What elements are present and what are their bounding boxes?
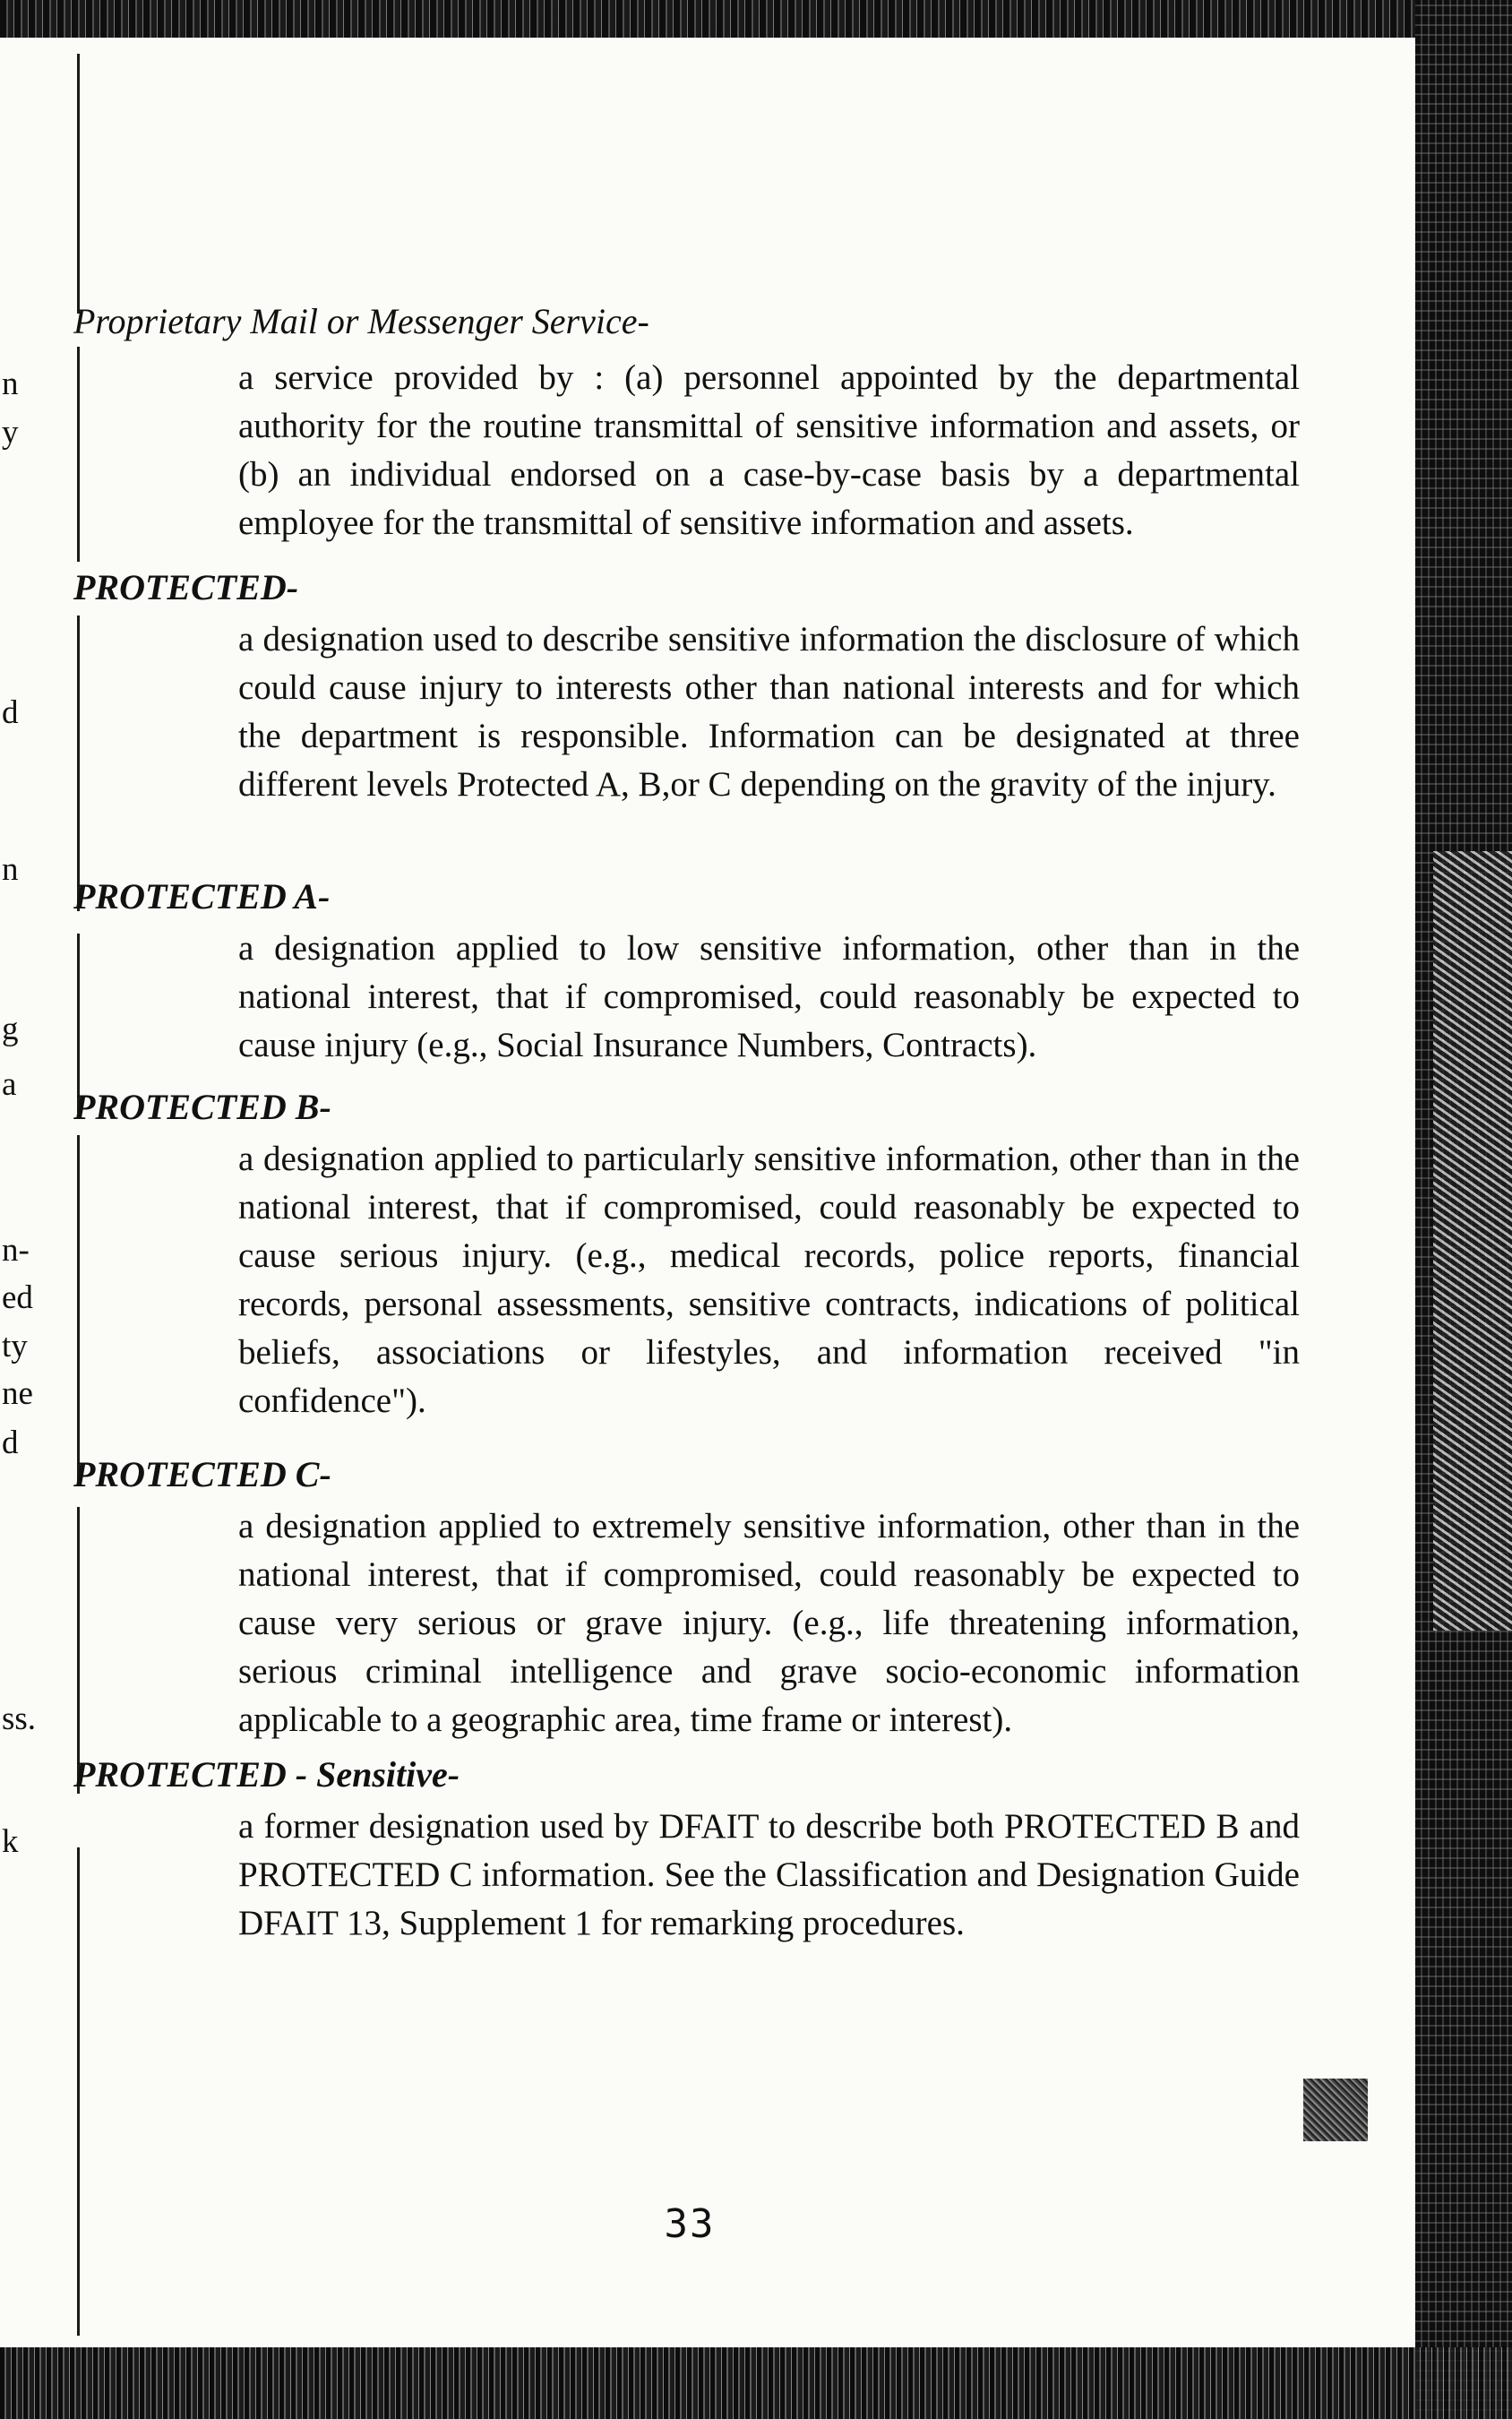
facing-page-fragment: a <box>2 1066 17 1103</box>
scan-bottom-border <box>0 2347 1512 2419</box>
facing-page-fragment: n <box>2 366 19 402</box>
entry-term: Proprietary Mail or Messenger Service- <box>73 301 649 341</box>
facing-page-fragment: y <box>2 414 19 451</box>
entry-term: PROTECTED- <box>73 567 299 607</box>
scan-top-border <box>0 0 1512 38</box>
entry-term: PROTECTED A- <box>73 876 331 917</box>
facing-page-fragment: k <box>2 1823 19 1860</box>
entry-definition: a service provided by : (a) personnel appointed by the departmental authority for the routine transmittal of sensitive information and assets, or (b) an individual endorsed on a case-by-case basis by a departmental employee for the transmittal of sensitive information and assets. <box>238 358 1300 542</box>
facing-page-fragment: d <box>2 1425 19 1461</box>
entry-definition: a designation used to describe sensitive information the disclosure of which could cause injury to interests other than national interests and for which the department is responsible. Information can be designated at three different levels Protected A, B,or C depending on the gravity of the injury. <box>238 620 1300 804</box>
entry-term: PROTECTED C- <box>73 1454 331 1494</box>
entry-definition: a designation applied to extremely sensitive information, other than in the national interest, that if compromised, could reasonably be expected to cause very serious or grave injury. (e.g., life threatening information, serious criminal intelligence and grave socio-economic information applicable to a geographic area, time frame or interest). <box>238 1507 1300 1739</box>
document-page <box>0 38 1415 2347</box>
entry-term: PROTECTED - Sensitive- <box>73 1754 460 1795</box>
facing-page-fragment: n- <box>2 1232 30 1269</box>
entry-definition: a designation applied to low sensitive information, other than in the national interest, that if compromised, could reasonably be expected to cause injury (e.g., Social Insurance Numbers, Contracts). <box>238 929 1300 1064</box>
gutter-rule <box>77 54 80 314</box>
gutter-rule <box>77 347 80 562</box>
facing-page-fragment: ty <box>2 1328 28 1364</box>
scan-right-artifact <box>1433 851 1512 1631</box>
gutter-rule <box>77 616 80 911</box>
entry-definition: a designation applied to particularly sensitive information, other than in the national interest, that if compromised, could reasonably be expected to cause serious injury. (e.g., medical records, police reports, financial records, personal assessments, sensitive contracts, indications of political beliefs, associations or lifestyles, and information received "in confidence"). <box>238 1140 1300 1420</box>
facing-page-fragment: g <box>2 1011 19 1047</box>
entry-definition: a former designation used by DFAIT to describe both PROTECTED B and PROTECTED C information. See the Classification and Designation Guide DFAIT 13, Supplement 1 for remarking procedures. <box>238 1807 1300 1942</box>
facing-page-fragment: ne <box>2 1375 33 1412</box>
facing-page-fragment: ss. <box>2 1700 37 1737</box>
entry-term: PROTECTED B- <box>73 1087 331 1127</box>
facing-page-fragment: d <box>2 694 19 731</box>
page-number: 33 <box>664 2201 716 2247</box>
facing-page-fragment: n <box>2 851 19 888</box>
facing-page-fragment: ed <box>2 1279 33 1316</box>
scan-marker-square <box>1303 2079 1368 2141</box>
gutter-rule <box>77 1507 80 1794</box>
gutter-rule <box>77 1135 80 1485</box>
gutter-rule <box>77 1847 80 2336</box>
